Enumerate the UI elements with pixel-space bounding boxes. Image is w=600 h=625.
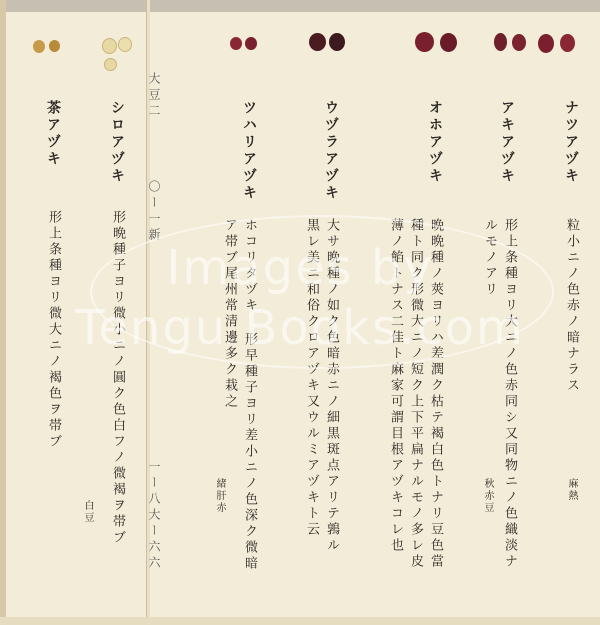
bean-shiro-2: [118, 37, 132, 52]
entry-name-shiro: シロアヅキ: [109, 100, 125, 185]
entry-body-natsu-1: 粒小ニノ色赤ノ暗ナラス: [564, 218, 579, 394]
bean-uzura-1: [309, 33, 326, 51]
bean-tsuhari-1: [230, 37, 242, 50]
margin-top: 大豆二: [147, 72, 161, 120]
watermark-line-1: Images by: [166, 240, 434, 296]
entry-name-oho: オホアヅキ: [427, 100, 443, 185]
bean-aki-2: [512, 34, 526, 51]
entry-body-tsuhari-1: ホコリタヅキ 形早種子ヨリ差小ニノ色深ク微暗: [242, 218, 257, 572]
entry-body-uzura-2: 黒レ美ニ和俗クロアヅキ又ウルミアヅキト云: [304, 218, 319, 538]
bean-cha-2: [49, 40, 60, 52]
entry-note-shiro: 白豆: [82, 500, 93, 524]
entry-name-tsuhari: ツハリアヅキ: [241, 100, 257, 202]
bean-oho-1: [415, 32, 434, 52]
bean-shiro-1: [102, 38, 117, 54]
bean-cha-1: [33, 40, 45, 53]
page-gutter: [0, 0, 6, 625]
entry-name-uzura: ウヅラアヅキ: [323, 100, 339, 202]
top-band: [0, 0, 600, 12]
bean-tsuhari-2: [245, 37, 257, 50]
entry-note-natsu: 麻熱: [566, 478, 577, 502]
page-bottom-edge: [0, 617, 600, 625]
entry-body-oho-3: 薄ノ餡トナス二佳ト麻家可謂目根アヅキコレ也: [388, 218, 403, 554]
entry-body-oho-2: 種ト同ク形微大ニノ短ク上下平扁ナルモノ多レ皮: [408, 218, 423, 570]
bean-oho-2: [440, 33, 457, 52]
watermark-line-2: Tengu Books.com: [75, 300, 525, 356]
entry-body-oho-1: 晩晩種ノ莢ヨリハ差潤ク枯テ褐白色トナリ豆色當: [428, 218, 443, 570]
bean-natsu-2: [560, 34, 575, 52]
entry-body-aki-2: ルモノアリ: [482, 218, 497, 298]
entry-name-cha: 茶アヅキ: [45, 100, 61, 168]
entry-note-tsuhari: 緒肝赤: [214, 478, 225, 514]
entry-body-shiro-1: 形晩種子ヨリ微小ニノ圓ク色白フノ微褐ヲ帯ブ: [110, 210, 125, 546]
entry-body-cha-1: 形上条種ヨリ微大ニノ褐色ヲ帯ブ: [46, 210, 61, 450]
bean-natsu-1: [538, 34, 554, 53]
entry-name-natsu: ナツアヅキ: [563, 100, 579, 185]
entry-note-aki: 秋赤豆: [482, 478, 493, 514]
margin-middle: 〇ー一新: [147, 180, 161, 244]
bean-uzura-2: [329, 33, 345, 51]
bean-shiro-3: [104, 58, 117, 71]
margin-bottom: 一ー八大ー六六: [147, 460, 161, 572]
entry-body-aki-1: 形上条種ヨリ大ニノ色赤同シ又同物ニノ色織淡ナ: [502, 218, 517, 570]
entry-body-tsuhari-2: ア帯ブ尾州常清邊多ク栽之: [222, 218, 237, 410]
bean-aki-1: [494, 33, 507, 51]
entry-body-uzura-1: 大サ晩種ノ如ク色暗赤ニノ細黒斑点アリテ鶉ル: [324, 218, 339, 554]
entry-name-aki: アキアヅキ: [499, 100, 515, 185]
